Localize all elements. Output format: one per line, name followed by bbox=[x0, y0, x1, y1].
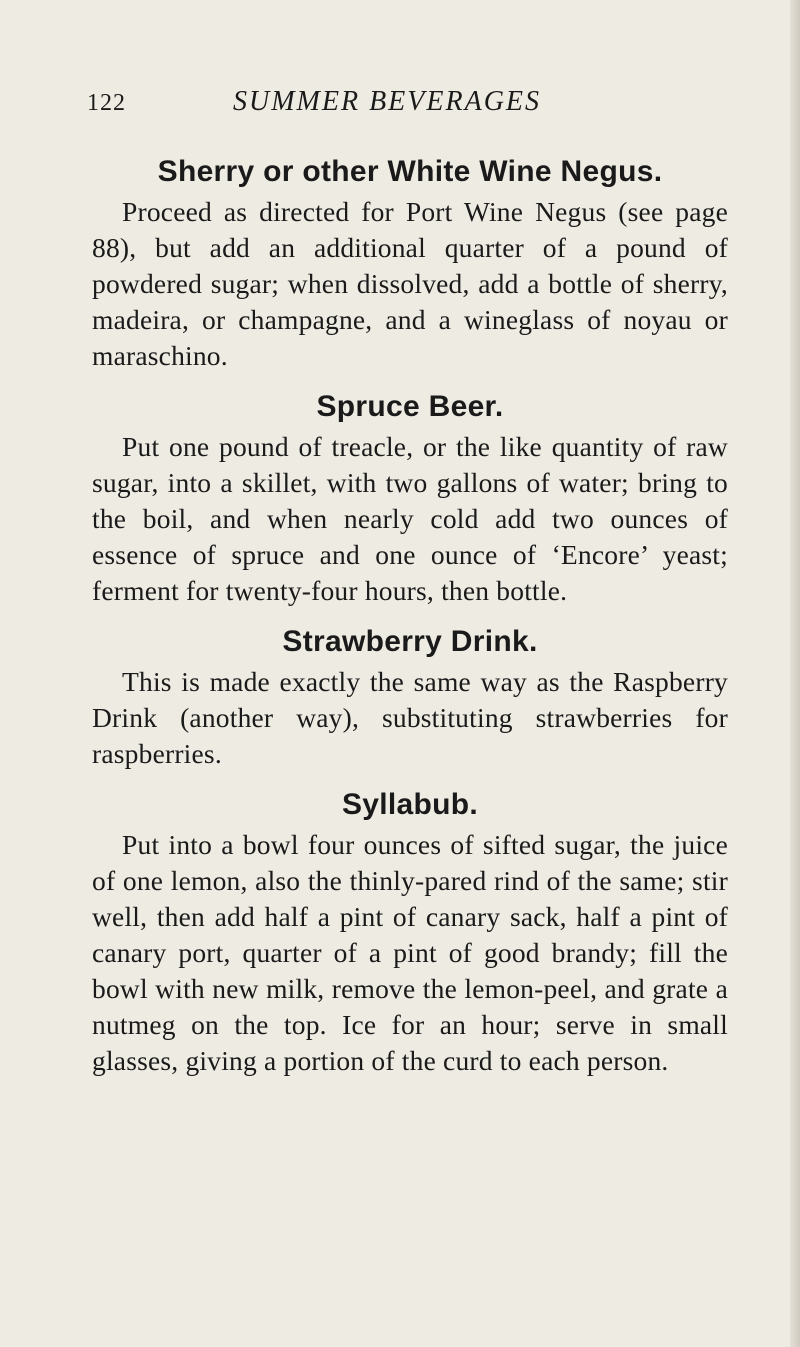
running-title: SUMMER BEVERAGES bbox=[233, 86, 542, 117]
recipe-title: Syllabub. bbox=[341, 788, 479, 821]
recipe-body: Proceed as directed for Port Wine Negus (see page 88), but add an additional quarter of a pound of powdered sugar; when dissolved, add a bottle of sherry, madeira, or champagne, and a wineglass of noyau or maraschino. bbox=[92, 196, 728, 371]
recipe-title: Strawberry Drink. bbox=[282, 625, 538, 658]
recipe-strawberry-drink bbox=[92, 620, 728, 772]
recipe-body: This is made exactly the same way as the Raspberry Drink (another way), substituting strawberries for raspberries. bbox=[92, 666, 728, 769]
page-number: 122 bbox=[87, 90, 126, 116]
recipe-title: Spruce Beer. bbox=[316, 390, 504, 423]
page-content bbox=[92, 150, 728, 1090]
recipe-spruce-beer bbox=[92, 385, 728, 609]
recipe-body: Put one pound of treacle, or the like quantity of raw sugar, into a skillet, with two gallons of water; bring to the boil, and when nearly cold add two ounces of essence of spruce and one ounce of ‘Encore’ yeast; ferment for twenty-four hours, then bottle. bbox=[92, 431, 728, 606]
recipe-body: Put into a bowl four ounces of sifted sugar, the juice of one lemon, also the thinly-pared rind of the same; stir well, then add half a pint of canary sack, half a pint of canary port, quarter of a pint of good brandy; fill the bowl with new milk, remove the lemon-peel, and grate a nutmeg on the top. Ice for an hour; serve in small glasses, giving a portion of the curd to each person. bbox=[92, 829, 728, 1076]
recipe-syllabub bbox=[92, 783, 728, 1079]
recipe-sherry-negus bbox=[92, 150, 728, 374]
running-head bbox=[87, 86, 727, 122]
recipe-title: Sherry or other White Wine Negus. bbox=[157, 155, 663, 188]
page-edge-shadow bbox=[790, 0, 800, 1347]
